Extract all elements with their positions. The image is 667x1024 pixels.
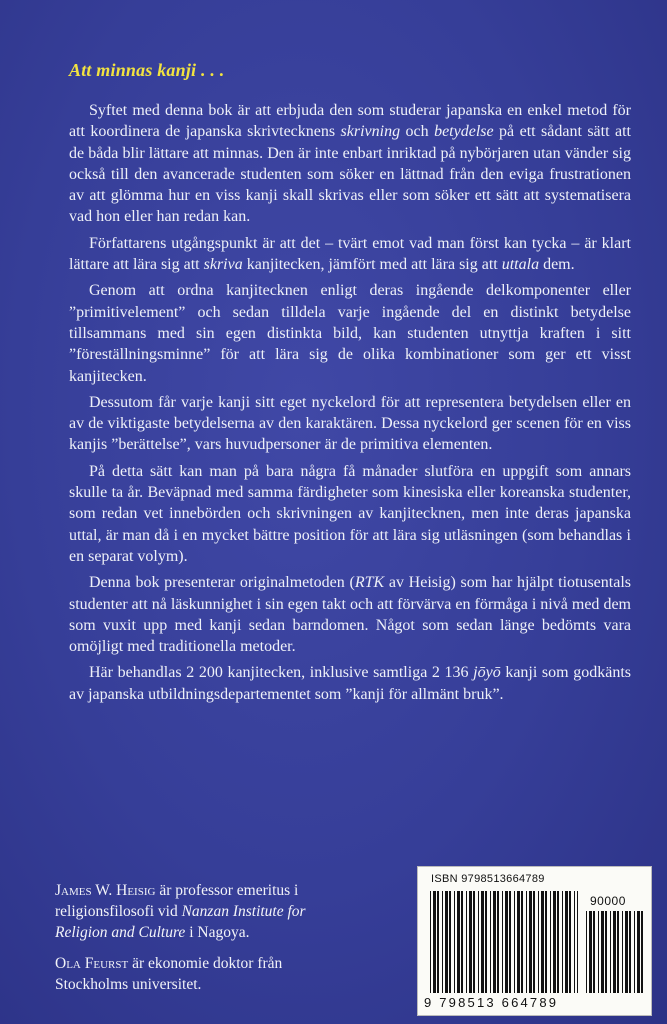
barcode-bar	[457, 891, 460, 993]
barcode-bar	[629, 911, 631, 993]
barcode-bar	[445, 891, 448, 993]
barcode-bar	[461, 891, 463, 993]
barcode-bar	[505, 891, 508, 993]
barcode-bar	[478, 891, 479, 993]
blurb-paragraph: Genom att ordna kanjitecknen enligt deras ingående delkomponenter eller ”primitivelement” och sedan tilldela varje ingående del en distinkt betydelse tillsammans med sin egen distinkta bild, kan studenten utnyttja kraften i sitt ”föreställningsminne” för att lära sig de olika kombinationer som ger ett visst kanjitecken.	[69, 282, 631, 385]
isbn-label: ISBN 9798513664789	[431, 873, 545, 885]
barcode-bar	[610, 911, 611, 993]
barcode-bar	[481, 891, 484, 993]
barcode-bar	[517, 891, 520, 993]
barcode-bar	[605, 911, 607, 993]
barcode-bar	[589, 911, 592, 993]
barcode-bar	[437, 891, 439, 993]
barcode-bar	[430, 891, 431, 993]
barcode-bar	[557, 891, 559, 993]
barcode-bar	[593, 911, 595, 993]
barcode-bar	[565, 891, 568, 993]
barcode-bar	[541, 891, 544, 993]
barcode-bar	[601, 911, 604, 993]
blurb-paragraph: Denna bok presenterar originalmetoden (RTK av Heisig) som har hjälpt tiotusentals studenter att nå läskunnighet i sin egen takt och att förvärva en förmåga i nivå med dem som vuxit upp med kanji sedan barndomen. Något som sedan länge bedömts vara omöjligt med traditionella metoder.	[69, 574, 632, 656]
barcode-bar	[490, 891, 491, 993]
barcode-bar	[598, 911, 599, 993]
barcode-bar	[586, 911, 587, 993]
barcode-bar	[641, 911, 643, 993]
barcode-bar	[637, 911, 640, 993]
barcode-box	[417, 866, 652, 1016]
barcode-bar	[617, 911, 619, 993]
barcode-bar	[521, 891, 523, 993]
barcode-bar	[538, 891, 539, 993]
author-bio-heisig: James W. Heisig är professor emeritus i religionsfilosofi vid Nanzan Institute for Religion and Culture i Nagoya.	[55, 882, 306, 941]
barcode-bar	[497, 891, 499, 993]
barcode-bar	[569, 891, 571, 993]
barcode-bar	[514, 891, 515, 993]
barcode-bar	[454, 891, 455, 993]
blurb-paragraph: På detta sätt kan man på bara några få månader slutföra en uppgift som annars skulle ta år. Beväpnad med samma färdigheter som kinesiska eller koreanska studenter, som redan vet innebörden och skrivningen av kanjitecknen, men inte deras japanska uttal, är man då i en mycket bättre position för att lära sig utläsningen (som behandlas i en separat volym).	[69, 462, 631, 565]
barcode-bar	[502, 891, 503, 993]
barcode-bar	[613, 911, 616, 993]
barcode-bar	[634, 911, 635, 993]
barcode-bar	[574, 891, 575, 993]
barcode-bar	[562, 891, 563, 993]
barcode-bar	[533, 891, 535, 993]
blurb-paragraph: Syftet med denna bok är att erbjuda den som studerar japanska en enkel metod för att koordinera de japanska skrivtecknens skrivning och betydelse på ett sådant sätt att de båda blir lättare att minnas. Den är inte enbart inriktad på nybörjaren utan vänder sig också till den avancerade studenten som söker en lättnad från den eviga frustrationen av att glömma hur en viss kanji skall skrivas eller som söker ett sätt att systematisera vad hon eller han redan kan.	[69, 102, 631, 226]
blurb-paragraph: Författarens utgångspunkt är att det – tvärt emot vad man först kan tycka – är klart lättare att lära sig att skriva kanjitecken, jämfört med att lära sig att uttala dem.	[69, 234, 631, 274]
barcode-bar	[550, 891, 551, 993]
barcode-bar	[466, 891, 467, 993]
barcode-bar	[493, 891, 496, 993]
barcode-bar	[509, 891, 511, 993]
barcode-bar	[529, 891, 532, 993]
blurb-heading: Att minnas kanji . . .	[69, 60, 225, 80]
barcode-bar	[469, 891, 472, 993]
price-code: 90000	[590, 894, 626, 908]
barcode-bar	[622, 911, 623, 993]
barcode-bar	[577, 891, 578, 993]
author-bio-feurst: Ola Feurst är ekonomie doktor från Stockholms universitet.	[55, 955, 283, 993]
barcode-bar	[526, 891, 527, 993]
blurb-paragraph: Här behandlas 2 200 kanjitecken, inklusive samtliga 2 136 jōyō kanji som godkänts av japanska utbildningsdepartementet som ”kanji för allmänt bruk”.	[69, 664, 632, 703]
barcode-bar	[625, 911, 628, 993]
author-bios	[55, 880, 355, 1005]
barcode-bar	[545, 891, 547, 993]
barcode-bar	[433, 891, 436, 993]
ean-digits: 9 798513 664789	[424, 995, 559, 1010]
barcode-bar	[473, 891, 475, 993]
barcode-bar	[442, 891, 443, 993]
barcode-bar	[449, 891, 451, 993]
blurb-text	[69, 100, 631, 710]
barcode-bar	[485, 891, 487, 993]
barcode-bar	[553, 891, 556, 993]
blurb-paragraph: Dessutom får varje kanji sitt eget nyckelord för att representera betydelsen eller en av de viktigaste betydelserna av den karaktären. Dessa nyckelord ger scenen för en viss kanjis ”berättelse”, vars huvudpersoner är de primitiva elementen.	[69, 393, 631, 454]
